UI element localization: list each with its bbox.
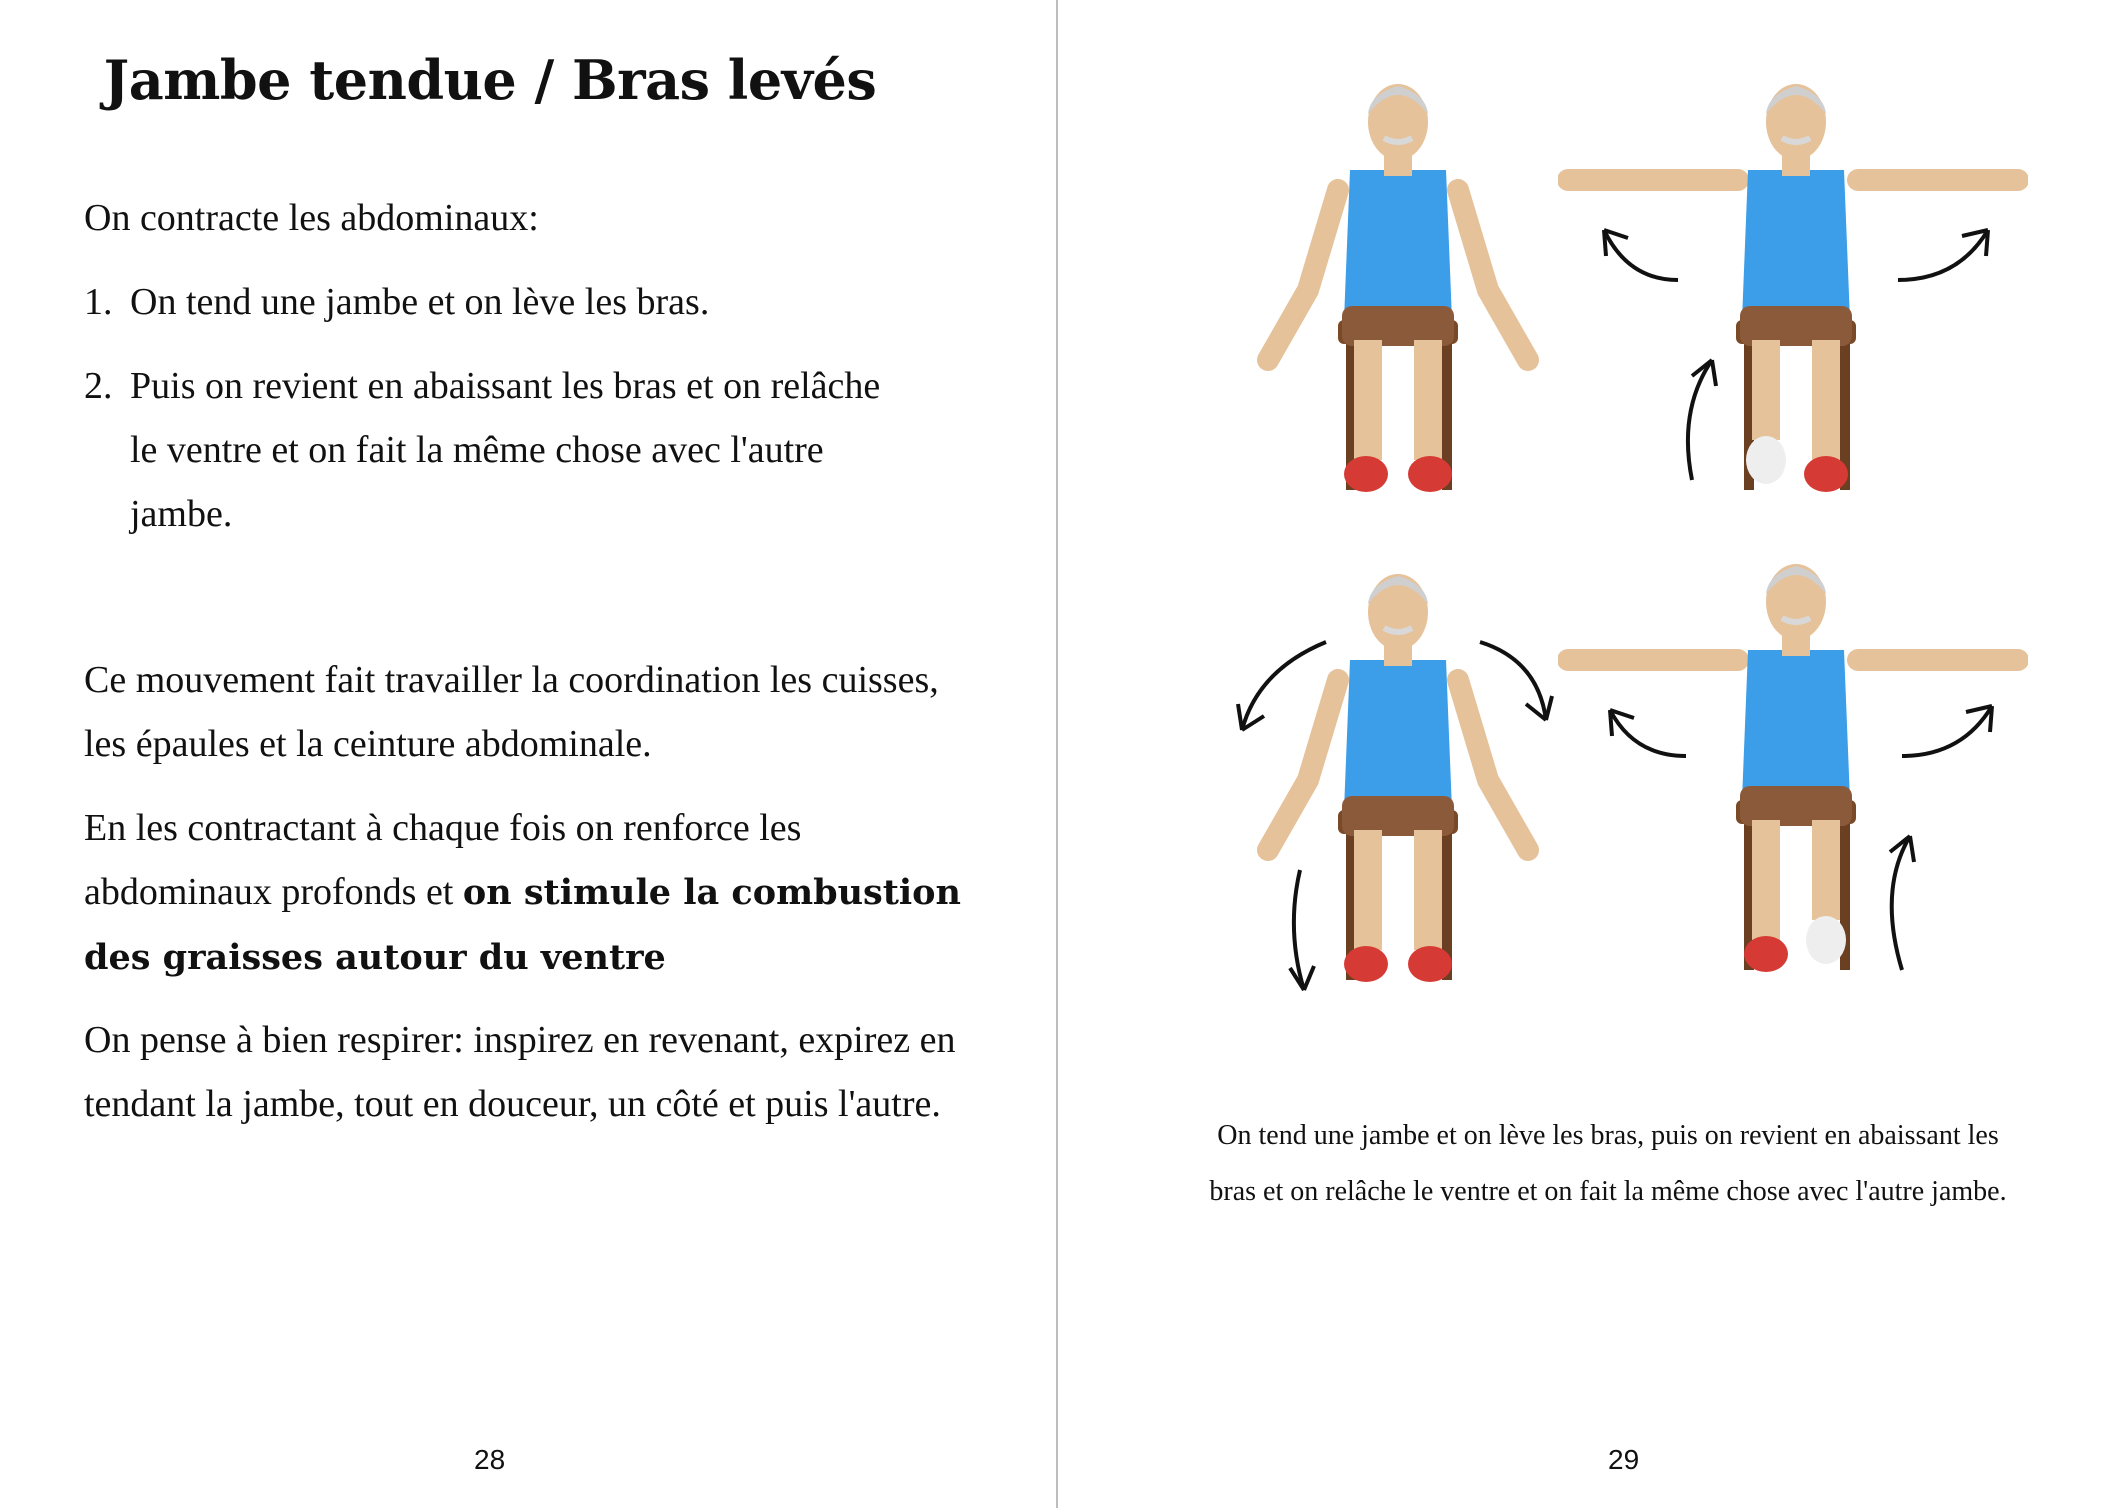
curved-arrow-icon <box>1892 836 1910 970</box>
list-number: 2. <box>84 365 113 407</box>
right-page <box>1058 0 2104 1508</box>
contract-bold-text: on stimule la combustion des graisses autour du ventre <box>84 872 961 978</box>
page-number: 28 <box>474 1444 506 1475</box>
curved-arrow-icon <box>1242 642 1326 730</box>
breathing-paragraph: On pense à bien respirer: inspirez en revenant, expirez en tendant la jambe, tout en douceur, un côté et puis l'autre. <box>84 1019 956 1125</box>
seated-man-illustration <box>1228 560 1568 1020</box>
seated-man-illustration <box>1238 80 1558 520</box>
seated-man-illustration <box>1558 80 2028 520</box>
intro-text: On contracte les abdominaux: <box>84 197 539 239</box>
list-text: On tend une jambe et on lève les bras. <box>130 281 710 323</box>
curved-arrow-icon <box>1902 706 1992 756</box>
contract-plain-text: En les contractant à chaque fois on renforce les abdominaux profonds et <box>84 807 802 913</box>
curved-arrow-icon <box>1688 360 1712 480</box>
seated-man-illustration <box>1558 560 2028 1000</box>
curved-arrow-icon <box>1898 230 1988 280</box>
list-text: Puis on revient en abaissant les bras et on relâche le ventre et on fait la même chose avec l'autre jambe. <box>130 365 881 535</box>
figure-caption: On tend une jambe et on lève les bras, puis on revient en abaissant les bras et on relâche le ventre et on fait la même chose avec l'autre jambe. <box>1209 1120 2007 1207</box>
contract-paragraph <box>84 796 984 990</box>
curved-arrow-icon <box>1294 870 1304 990</box>
list-number: 1. <box>84 281 113 323</box>
curved-arrow-icon <box>1604 230 1678 280</box>
page-number: 29 <box>1608 1444 1640 1475</box>
page-title: Jambe tendue / Bras levés <box>103 48 877 112</box>
curved-arrow-icon <box>1610 710 1686 756</box>
curved-arrow-icon <box>1480 642 1546 720</box>
coordination-paragraph: Ce mouvement fait travailler la coordination les cuisses, les épaules et la ceinture abdominale. <box>84 659 939 765</box>
